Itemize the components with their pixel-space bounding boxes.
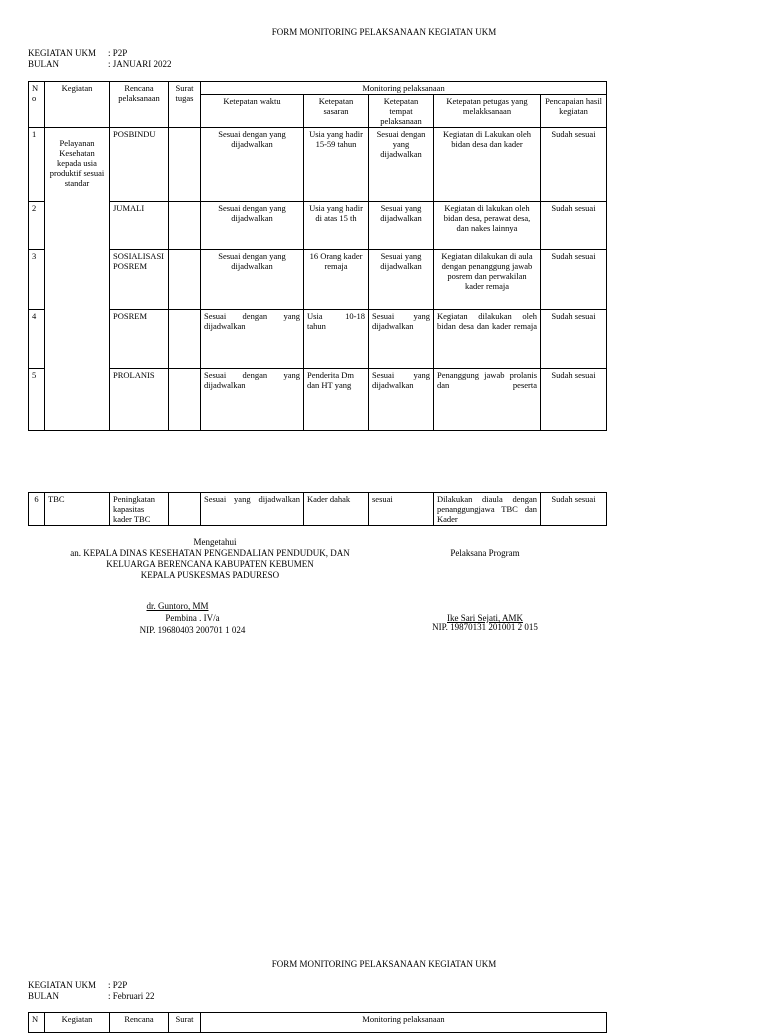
cell-no: 5 bbox=[29, 369, 45, 431]
sig-left-rank: Pembina . IV/a bbox=[165, 613, 220, 623]
cell-waktu: Sesuai dengan yang dijadwalkan bbox=[201, 250, 304, 310]
header-petugas: Ketepatan petugas yang melakksanaan bbox=[434, 95, 541, 128]
cell-surat bbox=[169, 310, 201, 369]
cell-sasaran: Usia yang hadir di atas 15 th bbox=[304, 202, 369, 250]
cell-sasaran: 16 Orang kader remaja bbox=[304, 250, 369, 310]
page2-header-surat: Surat bbox=[169, 1013, 201, 1033]
cell-surat bbox=[169, 250, 201, 310]
cell-no: 6 bbox=[29, 493, 45, 526]
cell-waktu: Sesuai dengan yang dijadwalkan bbox=[201, 128, 304, 202]
cell-petugas: Kegiatan di Lakukan oleh bidan desa dan kader bbox=[434, 128, 541, 202]
header-surat: Surat tugas bbox=[169, 82, 201, 128]
table-row bbox=[29, 493, 607, 526]
sig-mengetahui: Mengetahui bbox=[193, 537, 237, 547]
sig-left-line1: an. KEPALA DINAS KESEHATAN PENGENDALIAN PENDUDUK, DAN bbox=[70, 548, 350, 558]
cell-petugas: Penanggung jawab prolanis dan peserta bbox=[434, 369, 541, 431]
header-rencana: Rencana pelaksanaan bbox=[110, 82, 169, 128]
page2-meta-value-bulan: : Februari 22 bbox=[108, 991, 155, 1001]
cell-rencana: Peningkatan kapasitas kader TBC bbox=[110, 493, 169, 526]
meta-value-kegiatan: : P2P bbox=[108, 48, 128, 58]
cell-hasil: Sudah sesuai bbox=[541, 250, 607, 310]
page2-meta-label-bulan: BULAN bbox=[28, 991, 59, 1001]
cell-no: 4 bbox=[29, 310, 45, 369]
sig-left-name: dr. Guntoro, MM bbox=[146, 601, 209, 611]
table-row bbox=[29, 128, 607, 202]
cell-tempat: sesuai bbox=[369, 493, 434, 526]
cell-no: 2 bbox=[29, 202, 45, 250]
page2-header-kegiatan: Kegiatan bbox=[45, 1013, 110, 1033]
meta-value-bulan: : JANUARI 2022 bbox=[108, 59, 172, 69]
cell-tempat: Sesuai yang dijadwalkan bbox=[369, 202, 434, 250]
cell-rencana: PROLANIS bbox=[110, 369, 169, 431]
header-waktu: Ketepatan waktu bbox=[201, 95, 304, 128]
sig-left-line2: KELUARGA BERENCANA KABUPATEN KEBUMEN bbox=[106, 559, 314, 569]
table-row bbox=[29, 369, 607, 431]
cell-hasil: Sudah sesuai bbox=[541, 369, 607, 431]
sig-left-nip: NIP. 19680403 200701 1 024 bbox=[139, 625, 246, 635]
cell-kegiatan-merged: Pelayanan Kesehatan kepada usia produktif sesuai standar bbox=[45, 128, 110, 431]
page2-meta-value-kegiatan: : P2P bbox=[108, 980, 128, 990]
cell-kegiatan: TBC bbox=[45, 493, 110, 526]
page2-header-no: N bbox=[29, 1013, 45, 1033]
sig-right-nip: NIP. 19870131 201001 2 015 bbox=[432, 622, 538, 632]
cell-rencana: POSBINDU bbox=[110, 128, 169, 202]
sig-left-line3: KEPALA PUSKESMAS PADURESO bbox=[140, 570, 280, 580]
cell-tempat: Sesuai dengan yang dijadwalkan bbox=[369, 128, 434, 202]
cell-hasil: Sudah sesuai bbox=[541, 202, 607, 250]
meta-label-kegiatan: KEGIATAN UKM bbox=[28, 48, 97, 58]
cell-tempat: Sesuai yang dijadwalkan bbox=[369, 369, 434, 431]
cell-surat bbox=[169, 369, 201, 431]
header-pencapaian: Pencapaian hasil kegiatan bbox=[541, 95, 607, 128]
cell-surat bbox=[169, 128, 201, 202]
cell-tempat: Sesuai yang dijadwalkan bbox=[369, 250, 434, 310]
table-row bbox=[29, 250, 607, 310]
cell-petugas: Dilakukan diaula dengan penanggungjawa TBC dan Kader bbox=[434, 493, 541, 526]
cell-no: 3 bbox=[29, 250, 45, 310]
header-tempat: Ketepatan tempat pelaksanaan bbox=[369, 95, 434, 128]
table-row bbox=[29, 202, 607, 250]
cell-waktu: Sesuai dengan yang dijadwalkan bbox=[201, 202, 304, 250]
cell-hasil: Sudah sesuai bbox=[541, 310, 607, 369]
cell-waktu: Sesuai dengan yang dijadwalkan bbox=[201, 310, 304, 369]
cell-sasaran: Usia yang hadir 15-59 tahun bbox=[304, 128, 369, 202]
table-row bbox=[29, 310, 607, 369]
cell-sasaran: Penderita Dm dan HT yang bbox=[304, 369, 369, 431]
cell-rencana: SOSIALISASI POSREM bbox=[110, 250, 169, 310]
cell-rencana: POSREM bbox=[110, 310, 169, 369]
header-sasaran: Ketepatan sasaran bbox=[304, 95, 369, 128]
cell-rencana: JUMALI bbox=[110, 202, 169, 250]
monitoring-table bbox=[28, 81, 607, 431]
header-kegiatan: Kegiatan bbox=[45, 82, 110, 128]
monitoring-table-continued bbox=[28, 492, 607, 526]
cell-surat bbox=[169, 202, 201, 250]
page2-header-rencana: Rencana bbox=[110, 1013, 169, 1033]
header-no: N o bbox=[29, 82, 45, 128]
page2-header-monitoring: Monitoring pelaksanaan bbox=[201, 1013, 607, 1033]
cell-hasil: Sudah sesuai bbox=[541, 493, 607, 526]
page-title: FORM MONITORING PELAKSANAAN KEGIATAN UKM bbox=[271, 27, 497, 37]
cell-tempat: Sesuai yang dijadwalkan bbox=[369, 310, 434, 369]
page2-monitoring-table bbox=[28, 1012, 607, 1033]
cell-petugas: Kegiatan di lakukan oleh bidan desa, perawat desa, dan nakes lainnya bbox=[434, 202, 541, 250]
cell-surat bbox=[169, 493, 201, 526]
header-monitoring: Monitoring pelaksanaan bbox=[201, 82, 607, 95]
page2-meta-label-kegiatan: KEGIATAN UKM bbox=[28, 980, 97, 990]
sig-right-role: Pelaksana Program bbox=[450, 548, 520, 558]
cell-sasaran: Kader dahak bbox=[304, 493, 369, 526]
cell-waktu: Sesuai yang dijadwalkan bbox=[201, 493, 304, 526]
cell-waktu: Sesuai dengan yang dijadwalkan bbox=[201, 369, 304, 431]
meta-label-bulan: BULAN bbox=[28, 59, 59, 69]
cell-no: 1 bbox=[29, 128, 45, 202]
cell-petugas: Kegiatan dilakukan oleh bidan desa dan kader remaja bbox=[434, 310, 541, 369]
sig-right-name: Ike Sari Sejati, AMK bbox=[447, 613, 523, 623]
cell-sasaran: Usia 10-18 tahun bbox=[304, 310, 369, 369]
cell-petugas: Kegiatan dilakukan di aula dengan penanggung jawab posrem dan perwakilan kader remaja bbox=[434, 250, 541, 310]
cell-hasil: Sudah sesuai bbox=[541, 128, 607, 202]
page2-title: FORM MONITORING PELAKSANAAN KEGIATAN UKM bbox=[271, 959, 497, 969]
